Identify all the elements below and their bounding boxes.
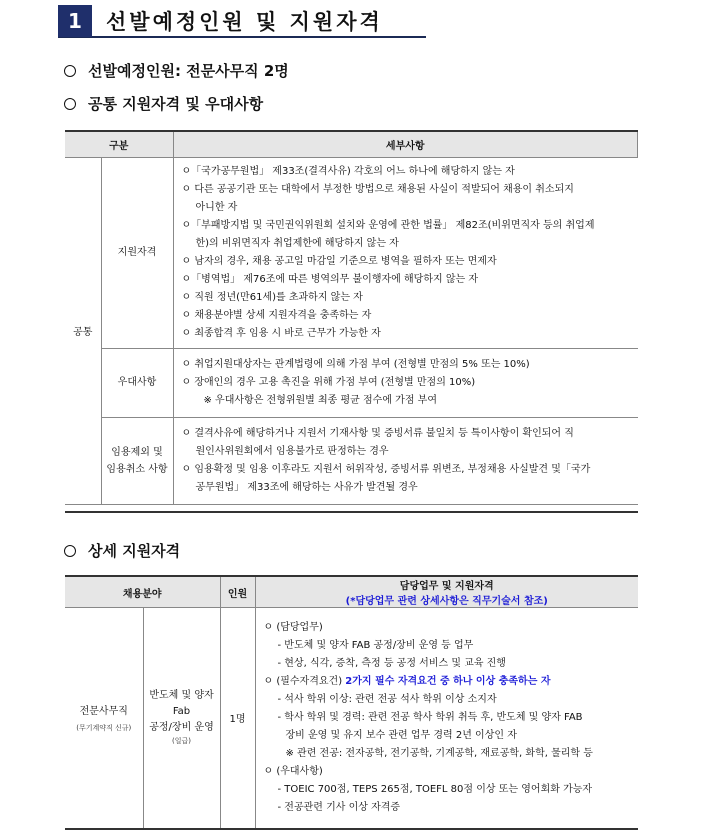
detail-line: ㅇ 최종합격 후 임용 시 바로 근무가 가능한 자	[181, 327, 381, 339]
duty-detail	[255, 608, 638, 829]
header-duty-title: 담당업무 및 지원자격	[399, 581, 494, 592]
headcount-cell: 1명	[220, 608, 255, 829]
detail-line: 장비 운영 및 유지 보수 관련 업무 경력 2년 이상인 자	[285, 729, 517, 741]
detail-line: ㅇ (담당업무)	[263, 621, 323, 633]
header-field: 채용분야	[65, 576, 220, 608]
required-highlight: 2가지 필수 자격요건 중 하나 이상 충족하는 자	[345, 675, 551, 687]
header-count: 인원	[220, 576, 255, 608]
heading-headcount	[64, 60, 289, 81]
section-title-text: 선발예정인원 및 지원자격	[106, 10, 383, 34]
detail-line	[264, 673, 633, 691]
detail-line: ※ 관련 전공: 전자공학, 전기공학, 기계공학, 재료공학, 화학, 물리학 등	[285, 747, 593, 759]
detail-line: ㅇ 장애인의 경우 고용 촉진을 위해 가점 부여 (전형별 만점의 10%)	[181, 376, 476, 388]
detail-line: - 전공관련 기사 이상 자격증	[277, 801, 401, 813]
detail-line: - 학사 학위 및 경력: 관련 전공 학사 학위 취득 후, 반도체 및 양자 FAB	[277, 711, 583, 723]
job-type: (무기계약직 신규)	[76, 724, 132, 733]
detail-line: ㅇ 채용분야별 상세 지원자격을 충족하는 자	[181, 309, 372, 321]
heading-detailed-qualifications	[64, 540, 180, 561]
required-label: ㅇ (필수자격요건)	[263, 675, 343, 687]
detail-line: ㅇ「국가공무원법」 제33조(결격사유) 각호의 어느 하나에 해당하지 않는 자	[181, 165, 515, 177]
preferences-detail	[173, 348, 638, 417]
exclusion-detail	[173, 417, 638, 504]
detailed-qualifications-table	[65, 575, 638, 830]
label-preferences: 우대사항	[101, 348, 173, 417]
detail-line: ㅇ 취업지원대상자는 관계법령에 의해 가점 부여 (전형별 만점의 5% 또는 10%)	[181, 358, 530, 370]
detail-line: ㅇ「부패방지법 및 국민권익위원회 설치와 운영에 관한 법률」 제82조(비위면직자 등의 취업제	[181, 219, 595, 231]
detail-line: 원인사위원회에서 임용불가로 판정하는 경우	[195, 445, 389, 457]
header-duty-note: (*담당업무 관련 상세사항은 직무기술서 참조)	[345, 596, 548, 607]
heading-headcount-text: 선발예정인원: 전문사무직 2명	[88, 62, 289, 80]
detail-line: ㅇ (우대사항)	[263, 765, 323, 777]
detail-line: - 현상, 식각, 증착, 측정 등 공정 서비스 및 교육 진행	[277, 657, 506, 669]
qualifications-detail	[173, 157, 638, 348]
work-area-line1: 반도체 및 양자 Fab	[149, 690, 214, 718]
circle-bullet-icon	[64, 65, 76, 77]
heading-common-qualifications	[64, 93, 263, 114]
detail-line: ㅇ 직원 정년(만61세)를 초과하지 않는 자	[181, 291, 363, 303]
label-qualifications: 지원자격	[101, 157, 173, 348]
circle-bullet-icon	[64, 545, 76, 557]
detail-line: ㅇ 다른 공공기관 또는 대학에서 부정한 방법으로 채용된 사실이 적발되어 채용이 취소되지	[181, 183, 574, 195]
detail-line: ㅇ 결격사유에 해당하거나 지원서 기재사항 및 증빙서류 불일치 등 특이사항이 확인되어 직	[181, 427, 574, 439]
label-exclusion-line1: 임용제외 및	[111, 446, 163, 458]
label-exclusion-line2: 임용취소 사항	[106, 463, 168, 475]
section-number: 1	[58, 5, 92, 37]
header-category: 구분	[65, 131, 173, 157]
category-common: 공통	[65, 157, 101, 504]
detail-line: ㅇ「병역법」 제76조에 따른 병역의무 불이행자에 해당하지 않는 자	[181, 273, 478, 285]
heading-common-text: 공통 지원자격 및 우대사항	[88, 95, 264, 113]
detail-line: ㅇ 임용확정 및 임용 이후라도 지원서 허위작성, 증빙서류 위변조, 부정채용 사실발견 및「국가	[181, 463, 591, 475]
detail-line: 아니한 자	[195, 201, 238, 213]
detail-line: - 석사 학위 이상: 관련 전공 석사 학위 이상 소지자	[277, 693, 497, 705]
detail-line: - TOEIC 700점, TEPS 265점, TOEFL 80점 이상 또는 영어회화 가능자	[277, 783, 593, 795]
detail-line: 한)의 비위면직자 취업제한에 해당하지 않는 자	[195, 237, 399, 249]
detail-line: ※ 우대사항은 전형위원별 최종 평균 점수에 가점 부여	[203, 394, 437, 406]
work-area-line2: 공정/장비 운영	[149, 722, 214, 734]
work-area-grade: (일급)	[172, 737, 191, 746]
section-title	[58, 6, 426, 38]
label-exclusion	[101, 417, 173, 504]
job-title-cell	[65, 608, 143, 829]
detail-line: 공무원법」 제33조에 해당하는 사유가 발견될 경우	[195, 481, 418, 493]
header-detail: 세부사항	[173, 131, 638, 157]
job-title: 전문사무직	[79, 706, 128, 718]
table-spacer	[65, 504, 638, 512]
heading-detailed-text: 상세 지원자격	[88, 542, 181, 560]
detail-line: - 반도체 및 양자 FAB 공정/장비 운영 등 업무	[277, 639, 474, 651]
common-qualifications-table	[65, 130, 638, 513]
header-duty	[255, 576, 638, 608]
circle-bullet-icon	[64, 98, 76, 110]
work-area-cell	[143, 608, 220, 829]
detail-line: ㅇ 남자의 경우, 채용 공고일 마감일 기준으로 병역을 필하자 또는 면제자	[181, 255, 497, 267]
